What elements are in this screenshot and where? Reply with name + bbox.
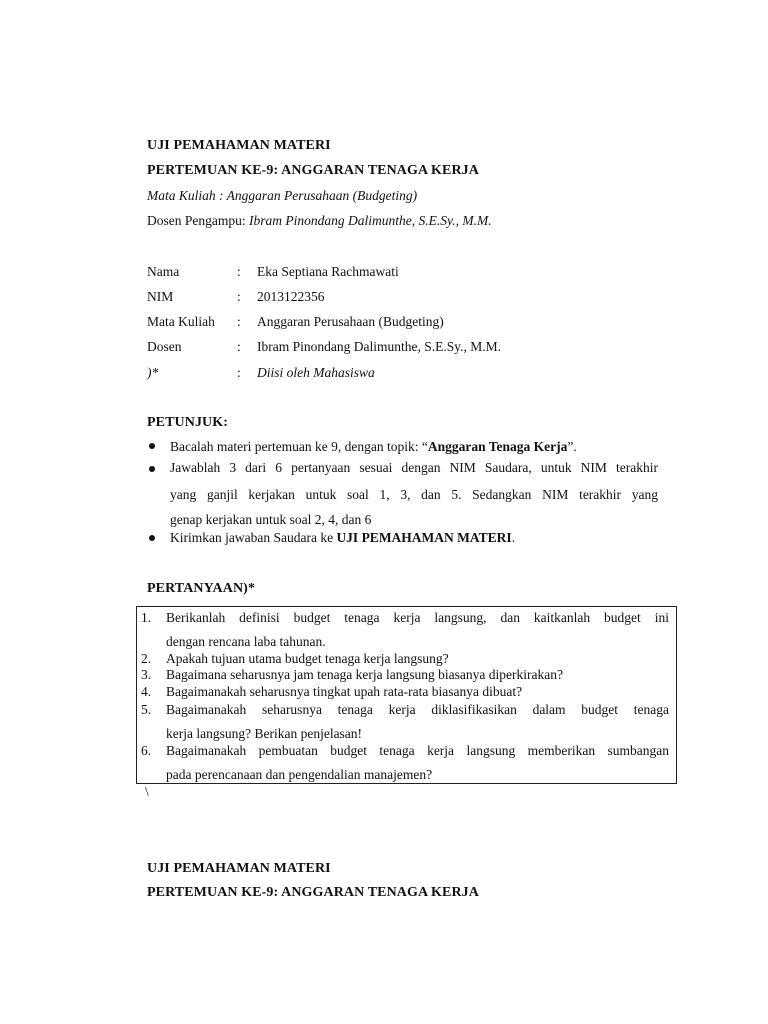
question-text: Bagaimanakah seharusnya tingkat upah rata-rata biasanya dibuat?: [166, 684, 523, 699]
instruction-text: Bacalah materi pertemuan ke 9, dengan topik: “: [170, 439, 428, 454]
page-subtitle: PERTEMUAN KE-9: ANGGARAN TENAGA KERJA: [147, 163, 479, 178]
info-value: 2013122356: [257, 289, 325, 304]
info-row-note: [147, 365, 567, 383]
info-label: Nama: [147, 264, 180, 279]
lecturer-line: [147, 213, 492, 229]
bullet-icon: [148, 439, 158, 449]
question-text: Berikanlah definisi budget tenaga kerja langsung, dan kaitkanlah budget ini: [166, 610, 669, 625]
stray-backslash: \: [145, 784, 149, 799]
question-number: 3.: [141, 667, 152, 682]
info-label: Mata Kuliah: [147, 314, 215, 329]
info-value: Ibram Pinondang Dalimunthe, S.E.Sy., M.M.: [257, 339, 501, 354]
question-number: 2.: [141, 651, 152, 666]
instruction-topic: Anggaran Tenaga Kerja: [427, 439, 568, 454]
info-colon: :: [237, 264, 241, 279]
question-text-cont: pada perencanaan dan pengendalian manajemen?: [166, 767, 433, 782]
bullet-icon: [148, 531, 158, 541]
info-colon: :: [237, 339, 241, 354]
info-row-nama: [147, 264, 567, 282]
info-row-nim: [147, 289, 567, 307]
info-value: Diisi oleh Mahasiswa: [257, 365, 375, 380]
question-text: Apakah tujuan utama budget tenaga kerja langsung?: [166, 651, 449, 666]
info-label: Dosen: [147, 339, 182, 354]
info-row-mata-kuliah: [147, 314, 567, 332]
instruction-item-cont: yang ganjil kerjakan untuk soal 1, 3, dan 5. Sedangkan NIM terakhir yang: [170, 487, 658, 502]
instruction-text: .: [511, 530, 516, 545]
instruction-text: Kirimkan jawaban Saudara ke: [170, 530, 337, 545]
questions-heading: PERTANYAAN)*: [147, 581, 256, 596]
instruction-target: UJI PEMAHAMAN MATERI: [336, 530, 512, 545]
question-text: Bagaimanakah pembuatan budget tenaga kerja langsung memberikan sumbangan: [166, 743, 669, 758]
lecturer-label: Dosen Pengampu:: [147, 213, 249, 228]
page-title: UJI PEMAHAMAN MATERI: [147, 138, 331, 153]
instruction-item-cont: genap kerjakan untuk soal 2, 4, dan 6: [170, 512, 372, 527]
info-colon: :: [237, 365, 241, 380]
info-value: Eka Septiana Rachmawati: [257, 264, 399, 279]
instruction-text: ”.: [567, 439, 577, 454]
info-colon: :: [237, 314, 241, 329]
footer-title: UJI PEMAHAMAN MATERI: [147, 861, 331, 876]
instruction-item: Jawablah 3 dari 6 pertanyaan sesuai dengan NIM Saudara, untuk NIM terakhir: [170, 460, 658, 475]
info-label: )*: [147, 365, 159, 380]
lecturer-name: Ibram Pinondang Dalimunthe, S.E.Sy., M.M.: [249, 213, 492, 228]
info-label: NIM: [147, 289, 174, 304]
instruction-item: [170, 530, 658, 546]
course-line: Mata Kuliah : Anggaran Perusahaan (Budgeting): [147, 188, 418, 203]
question-text-cont: kerja langsung? Berikan penjelasan!: [166, 726, 363, 741]
question-number: 5.: [141, 702, 152, 717]
info-value: Anggaran Perusahaan (Budgeting): [257, 314, 444, 329]
question-number: 6.: [141, 743, 152, 758]
question-text: Bagaimana seharusnya jam tenaga kerja langsung biasanya diperkirakan?: [166, 667, 563, 682]
bullet-icon: [148, 462, 158, 472]
info-row-dosen: [147, 339, 567, 357]
instructions-heading: PETUNJUK:: [147, 415, 229, 430]
question-text: Bagaimanakah seharusnya tenaga kerja diklasifikasikan dalam budget tenaga: [166, 702, 669, 717]
footer-subtitle: PERTEMUAN KE-9: ANGGARAN TENAGA KERJA: [147, 885, 479, 900]
question-text-cont: dengan rencana laba tahunan.: [166, 634, 326, 649]
instruction-item: [170, 439, 658, 455]
question-number: 4.: [141, 684, 152, 699]
info-colon: :: [237, 289, 241, 304]
question-number: 1.: [141, 610, 152, 625]
